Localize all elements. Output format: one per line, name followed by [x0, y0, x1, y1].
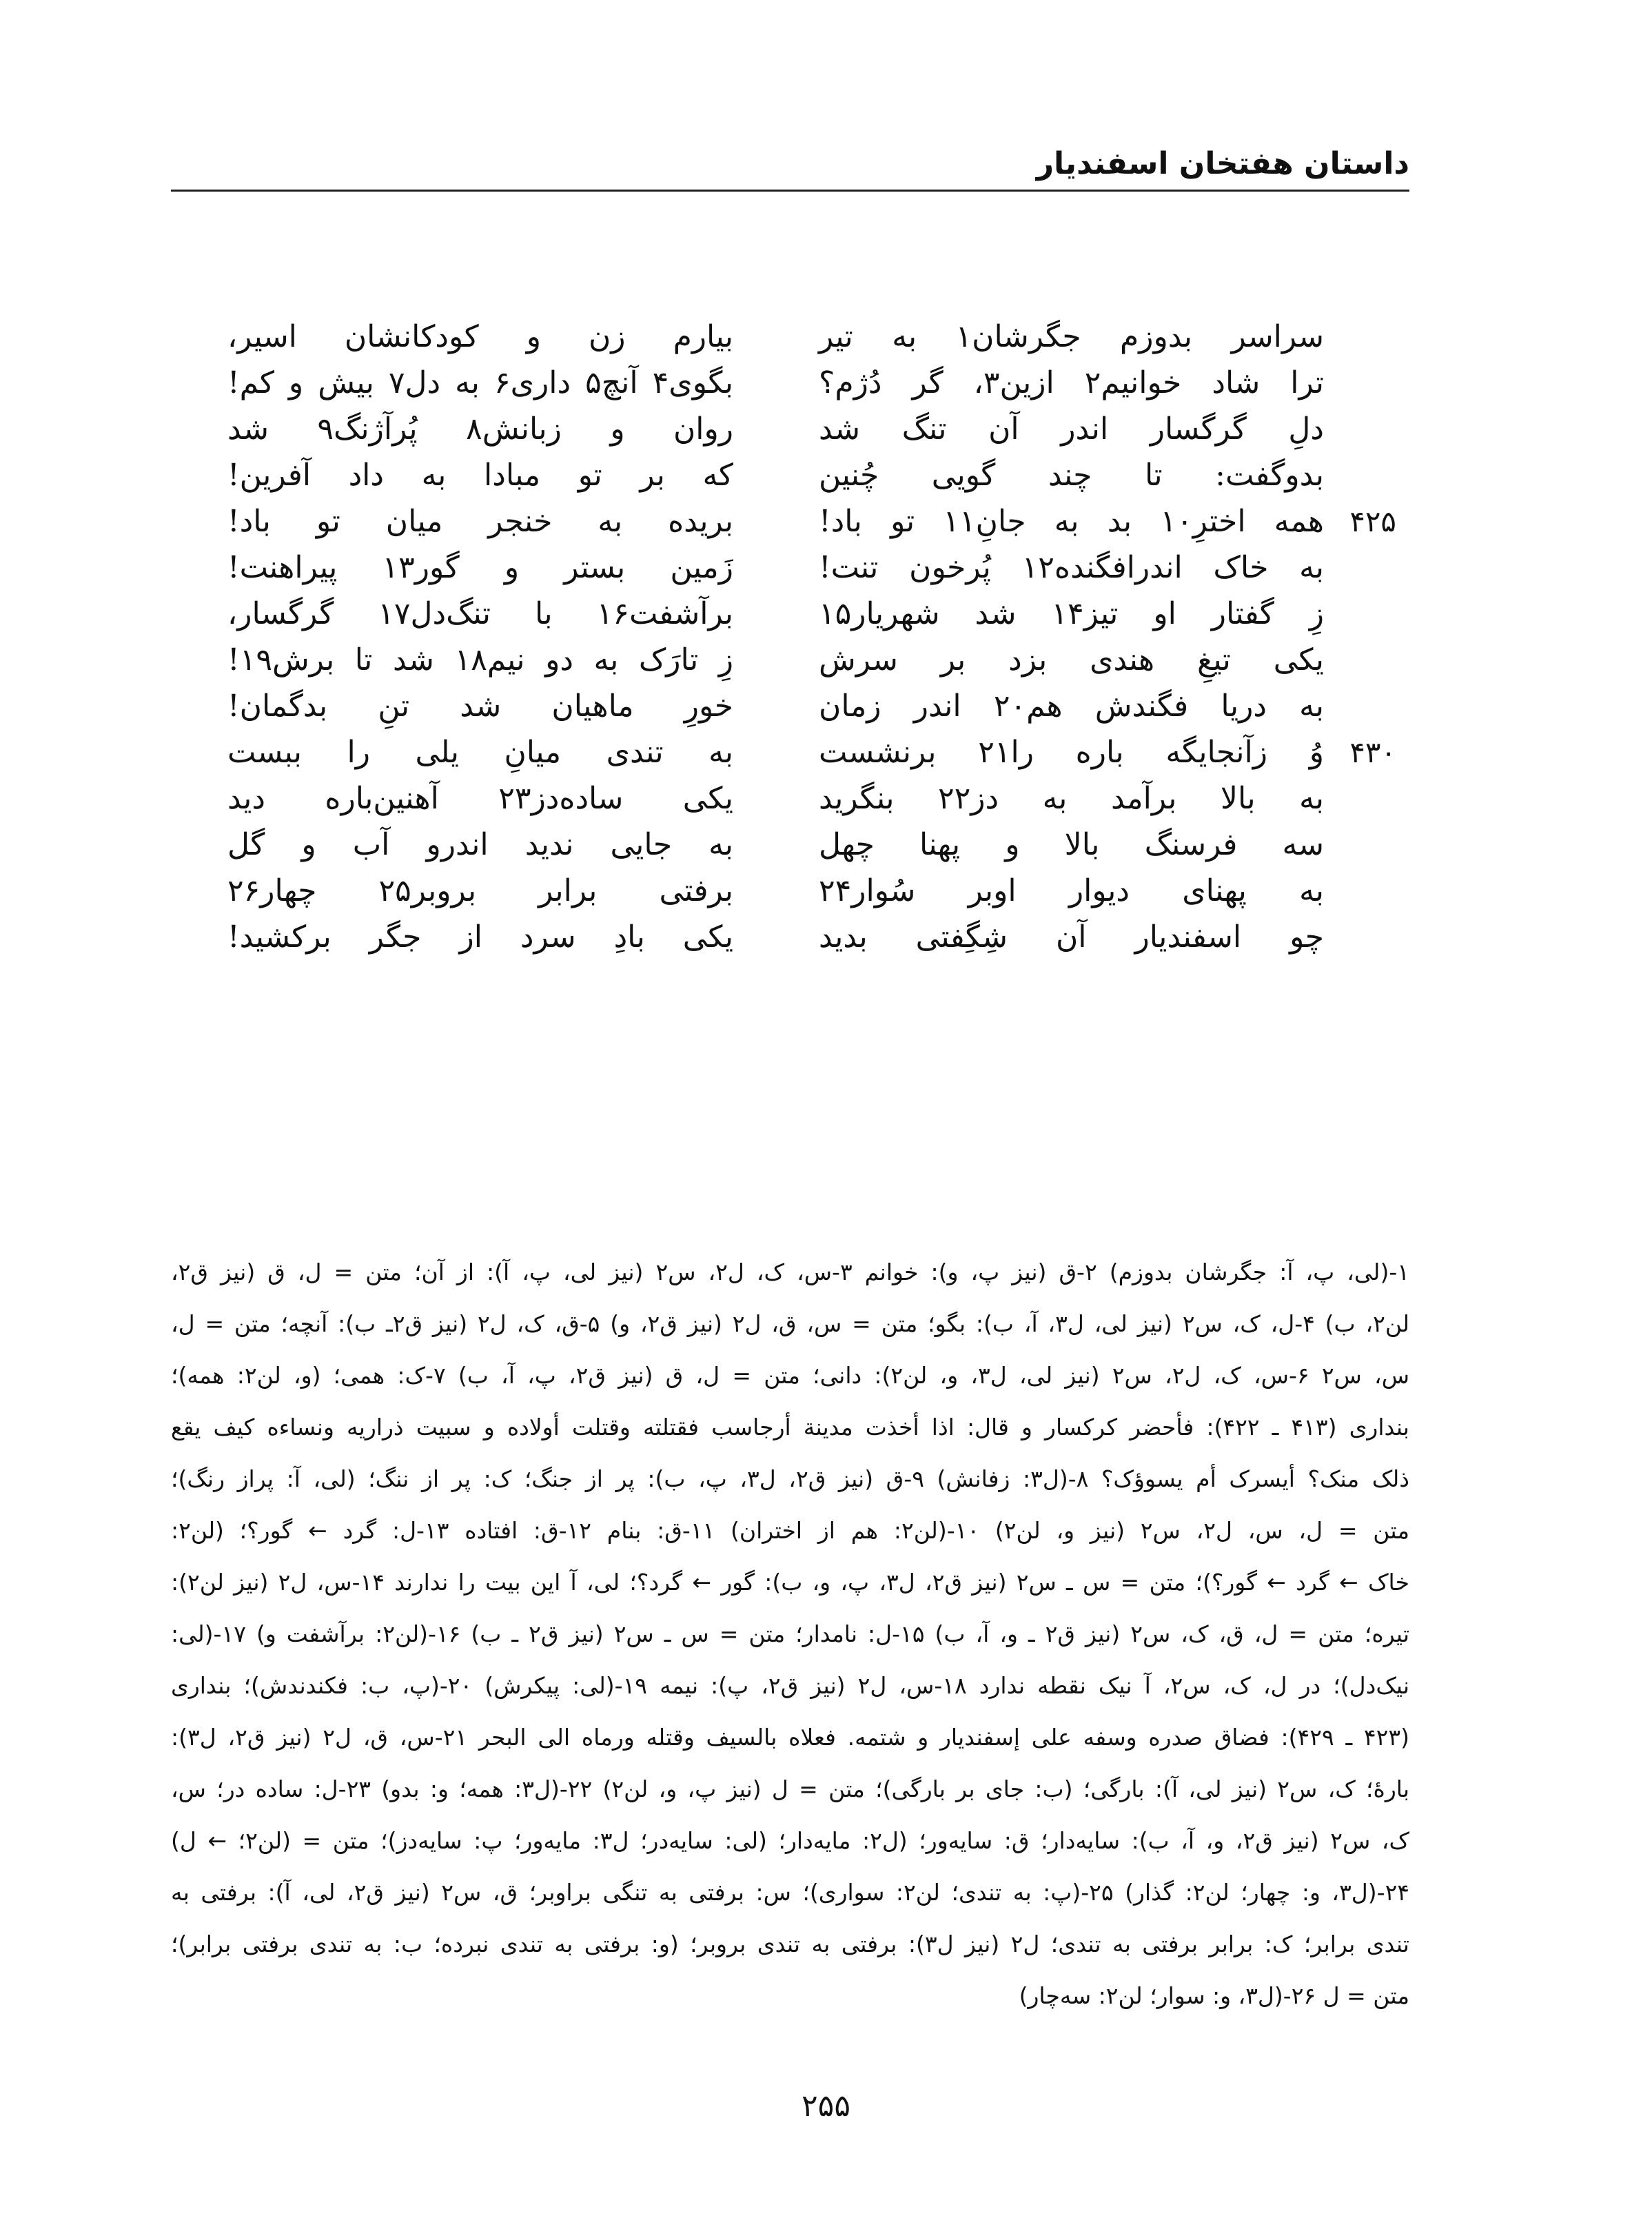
verse-line	[819, 544, 1324, 591]
footnote-line: تیره؛ متن = ل، ق، ک، س۲ (نیز ق۲ ـ و، آ، ب) ۱۵-ل: نامدار؛ متن = س ـ س۲ (نیز ق۲ ـ ب) ۱۶-(لن۲: برآشفت و) ۱۷-(لی:	[171, 1620, 1409, 1647]
verse-line	[227, 406, 733, 452]
verse-line	[819, 683, 1324, 729]
footnote-line: متن = ل، س، ل۲، س۲ (نیز و، لن۲) ۱۰-(لن۲: هم از اختران) ۱۱-ق: بنام ۱۲-ق: افتاده ۱۳-ل: گرد ← گور؟؛ (لن۲:	[171, 1517, 1409, 1544]
verse-line	[819, 868, 1324, 914]
footnote-line: لن۲، ب) ۴-ل، ک، س۲ (نیز لی، ل۳، آ، ب): بگو؛ متن = س، ق، ل۲ (نیز ق۲، و) ۵-ق، ک، ل۲ (نیز ق۲ـ ب): آنچه؛ متن = ل،	[171, 1310, 1409, 1337]
verse-line	[819, 498, 1396, 544]
verse-text: به دریا فگندش هم۲۰ اندر زمان	[819, 689, 1324, 724]
verse-text: زَمین بستر و گور۱۳ پیراهنت!	[227, 550, 733, 585]
verse-line	[227, 591, 733, 637]
verse-text: به جایی ندید اندرو آب و گل	[227, 827, 733, 862]
verse-text: برآشفت۱۶ با تنگ‌دل۱۷ گرگسار،	[227, 596, 734, 631]
verse-text: زِ تارَک به دو نیم۱۸ شد تا برش۱۹!	[227, 642, 733, 678]
verse-text: یکی بادِ سرد از جگر برکشید!	[227, 919, 733, 955]
verse-line	[227, 775, 733, 822]
verse-line	[819, 314, 1324, 360]
verse-text: سه فرسنگ بالا و پهنا چهل	[819, 827, 1324, 862]
footnote-line: ک، س۲ (نیز ق۲، و، آ، ب): سایه‌دار؛ ق: سایه‌ور؛ (ل۲: مایه‌دار؛ (لی: سایه‌در؛ ل۳: مایه‌ور؛ پ: سایه‌دز)؛ متن = (لن۲؛ ← ل)	[171, 1827, 1409, 1854]
verse-line	[227, 637, 733, 683]
verse-line	[227, 498, 733, 544]
verse-line	[819, 360, 1324, 406]
running-header-title: داستان هفتخان اسفندیار	[1036, 146, 1409, 181]
verse-line	[819, 729, 1396, 775]
footnote-line: بنداری (۴۱۳ ـ ۴۲۲): فأحضر کرکسار و قال: اذا أخذت مدینة أرجاسب فقتلته وقتلت أولاده و سبیت ذراریه ونساءه کیف یقع	[171, 1414, 1409, 1441]
verse-number: ۴۲۵	[1349, 505, 1396, 538]
page-number: ۲۵۵	[802, 2088, 850, 2124]
verse-line	[819, 914, 1324, 960]
verse-line	[819, 452, 1324, 498]
verse-line	[227, 683, 733, 729]
footnote-line: تندی برابر؛ ک: برابر برفتی به تندی؛ ل۲ (نیز ل۳): برفتی به تندی بروبر؛ (و: برفتی به تندی نبرده؛ ب: به تندی برفتی برابر)؛	[171, 1931, 1409, 1957]
verse-text: دلِ گرگسار اندر آن تنگ شد	[819, 411, 1324, 447]
verse-text: به پهنای دیوار اوبر سُوار۲۴	[819, 873, 1324, 908]
footnote-line: بارهٔ؛ ک، س۲ (نیز لی، آ): بارگی؛ (ب: جای بر بارگی)؛ متن = ل (نیز پ، و، لن۲) ۲۲-(ل۳: همه؛ و: بدو) ۲۳-ل: ساده در؛ س،	[171, 1775, 1409, 1802]
verse-text: خورِ ماهیان شد تنِ بدگمان!	[227, 689, 733, 724]
verse-text: بریده به خنجر میان تو باد!	[227, 504, 733, 539]
poem-column-second-hemistich	[227, 314, 733, 960]
verse-number: ۴۳۰	[1349, 735, 1396, 769]
footnote-line: (۴۲۳ ـ ۴۲۹): فضاق صدره وسفه علی إسفندیار و شتمه. فعلاه بالسیف وقتله ورماه الی البحر ۲۱-س، ق، ل۲ (نیز ق۲، ل۳):	[171, 1724, 1409, 1751]
verse-line	[227, 360, 733, 406]
verse-text: وُ زآنجایگه باره را۲۱ برنشست	[819, 735, 1325, 770]
footnote-line: متن = ل ۲۶-(ل۳، و: سوار؛ لن۲: سه‌چار)	[1019, 1982, 1409, 2009]
verse-line	[819, 591, 1324, 637]
verse-line	[227, 914, 733, 960]
poem-column-first-hemistich	[819, 314, 1396, 960]
footnote-line: ۲۴-(ل۳، و: چهار؛ لن۲: گذار) ۲۵-(پ: به تندی؛ لن۲: سواری)؛ س: برفتی به تنگی براوبر؛ ق، س۲ (نیز ق۲، لی، آ): برفتی به	[171, 1879, 1409, 1906]
verse-text: سراسر بدوزم جگرشان۱ به تیر	[819, 319, 1324, 354]
verse-line	[227, 822, 733, 868]
verse-text: بدوگفت: تا چند گویی چُنین	[819, 458, 1324, 493]
footnote-line: خاک ← گرد ← گور؟)؛ متن = س ـ س۲ (نیز ق۲، ل۳، پ، و، ب): گور ← گرد؟؛ لی، آ این بیت را ندارند ۱۴-س، ل۲ (نیز لن۲):	[171, 1569, 1409, 1596]
verse-text: به خاک اندرافگنده۱۲ پُرخون تنت!	[819, 550, 1324, 585]
verse-text: برفتی برابر بروبر۲۵ چهار۲۶	[227, 873, 734, 908]
verse-line	[819, 637, 1324, 683]
verse-text: ترا شاد خوانیم۲ ازین۳، گر دُژم؟	[819, 365, 1324, 400]
verse-line	[819, 775, 1324, 822]
footnote-line: نیک‌دل)؛ در ل، ک، س۲، آ نیک نقطه ندارد ۱۸-س، ل۲ (نیز ق۲، پ): نیمه ۱۹-(لی: پیکرش) ۲۰-(پ، ب: فکندندش)؛ بنداری	[171, 1672, 1409, 1699]
verse-line	[819, 822, 1324, 868]
verse-text: یکی ساده‌دز۲۳ آهنین‌باره دید	[227, 781, 734, 816]
verse-text: روان و زبانش۸ پُرآژنگ۹ شد	[227, 411, 734, 447]
verse-line	[227, 729, 733, 775]
verse-text: یکی تیغِ هندی بزد بر سرش	[819, 642, 1324, 678]
verse-line	[227, 452, 733, 498]
footnote-line: ذلک منک؟ أیسرک أم یسوؤک؟ ۸-(ل۳: زفانش) ۹-ق (نیز ق۲، ل۳، پ، ب): پر از جنگ؛ ک: پر از ننگ؛ (لی، آ: پراز رنگ)؛	[171, 1465, 1409, 1492]
header-rule	[171, 190, 1409, 192]
verse-text: بگوی۴ آنچ۵ داری۶ به دل۷ بیش و کم!	[227, 365, 734, 400]
verse-text: چو اسفندیار آن شِگِفتی بدید	[819, 919, 1324, 955]
footnote-line: ۱-(لی، پ، آ: جگرشان بدوزم) ۲-ق (نیز پ، و): خوانم ۳-س، ک، ل۲، س۲ (نیز لی، پ، آ): از آن؛ متن = ل، ق (نیز ق۲،	[171, 1259, 1409, 1285]
verse-line	[227, 544, 733, 591]
verse-text: به تندی میانِ یلی را ببست	[227, 735, 733, 770]
verse-text: که بر تو مبادا به داد آفرین!	[227, 458, 733, 493]
verse-text: همه اخترِ۱۰ بد به جانِ۱۱ تو باد!	[819, 504, 1324, 539]
footnote-line: س، س۲ ۶-س، ک، ل۲، س۲ (نیز لی، ل۳، و، لن۲): دانی؛ متن = ل، ق (نیز ق۲، پ، آ، ب) ۷-ک: همی؛ (و، لن۲: همه)؛	[171, 1362, 1409, 1389]
verse-line	[227, 868, 733, 914]
verse-text: به بالا برآمد به دز۲۲ بنگرید	[819, 781, 1324, 816]
verse-text: بیارم زن و کودکانشان اسیر،	[227, 319, 733, 354]
footnotes	[171, 1246, 1409, 2022]
verse-line	[227, 314, 733, 360]
verse-line	[819, 406, 1324, 452]
verse-text: زِ گفتار او تیز۱۴ شد شهریار۱۵	[819, 596, 1324, 631]
